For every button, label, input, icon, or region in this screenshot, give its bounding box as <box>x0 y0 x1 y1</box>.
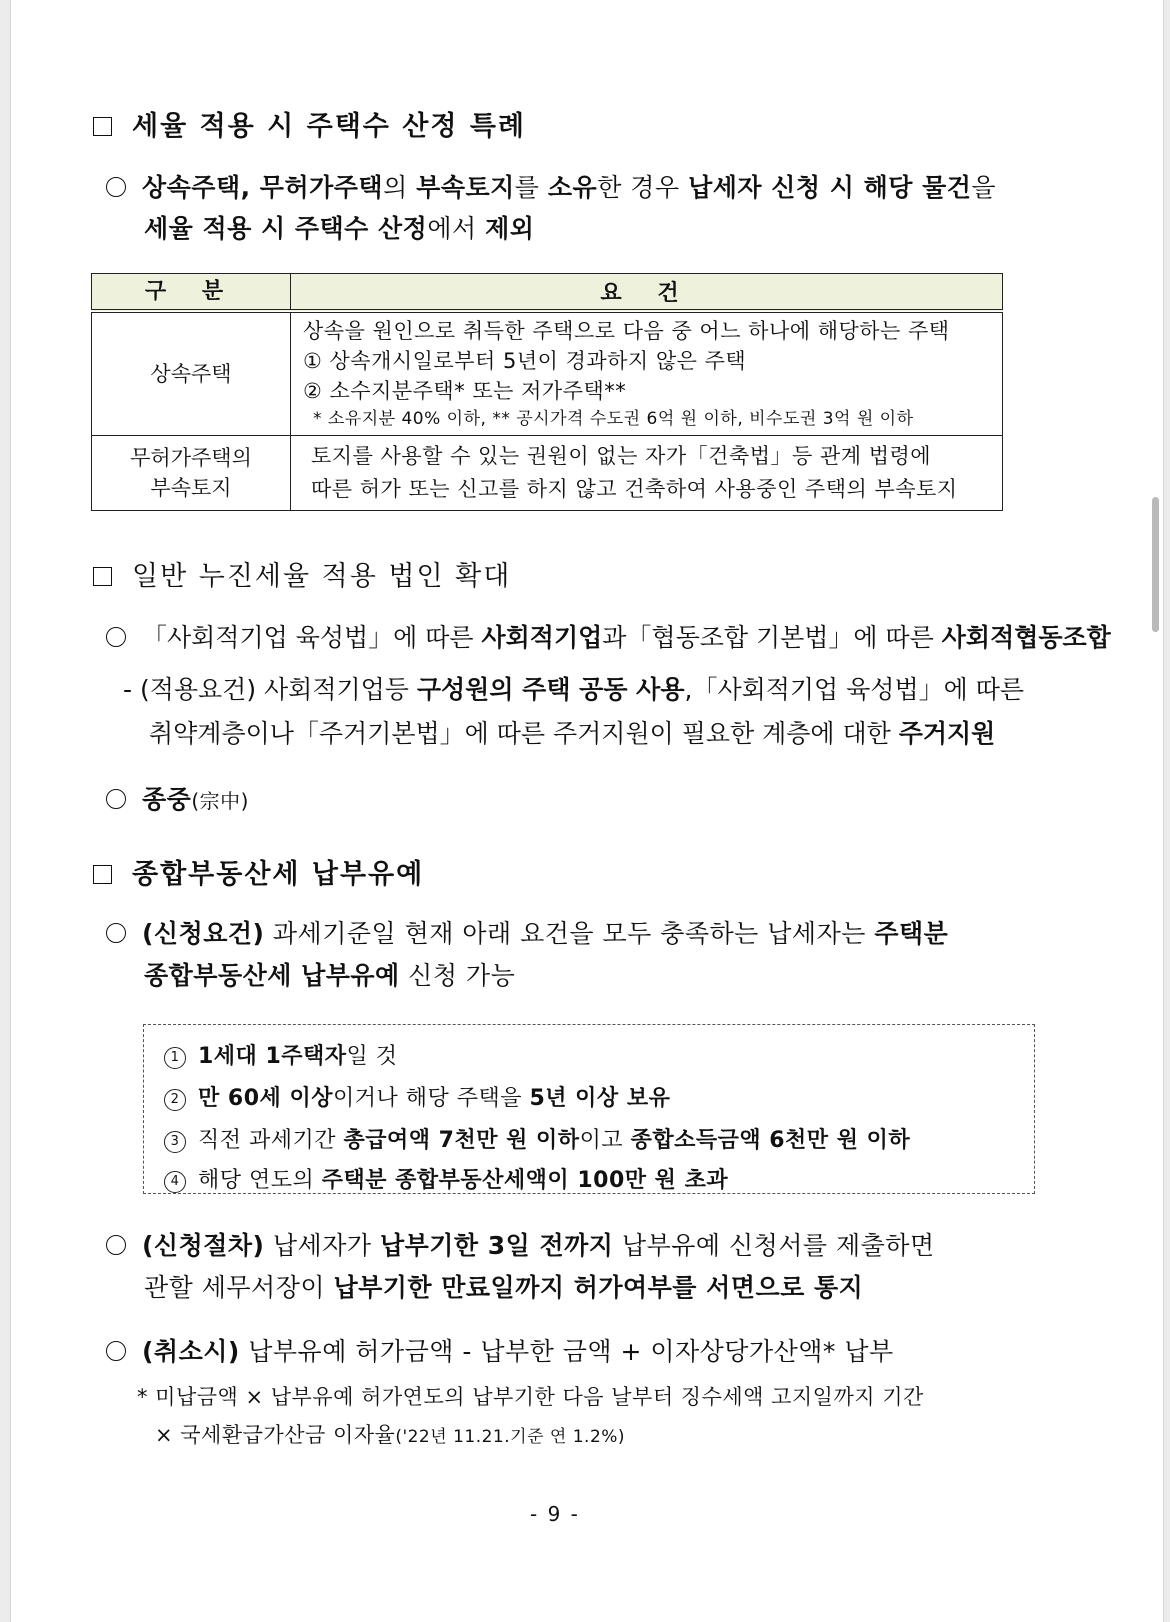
text-strong: 세율 적용 시 주택수 산정 <box>144 214 428 243</box>
paragraph-exclusion-line2 <box>144 207 534 251</box>
text: 해당 연도의 <box>198 1168 322 1193</box>
text-strong: 종합부동산세 납부유예 <box>144 961 400 990</box>
requirement-line: 따른 허가 또는 신고를 하지 않고 건축하여 사용중인 주택의 부속토지 <box>311 476 958 501</box>
text: 「사회적기업 육성법」에 따른 <box>142 623 482 652</box>
requirements-table <box>91 273 1003 511</box>
text: 직전 과세기간 <box>198 1128 344 1153</box>
section-title: 세율 적용 시 주택수 산정 특례 <box>132 111 526 142</box>
circle-bullet-icon <box>106 923 126 943</box>
footnote-interest-line2 <box>155 1416 625 1456</box>
text: 이거나 해당 주택을 <box>332 1086 530 1111</box>
text: ('22년 11.21.기준 연 1.2%) <box>395 1427 626 1447</box>
text-strong: 납세자 신청 시 해당 물건 <box>688 173 972 202</box>
text: 의 <box>383 173 417 202</box>
text-strong: 부속토지 <box>416 173 515 202</box>
footnote-interest: * 미납금액 × 납부유예 허가연도의 납부기한 다음 날부터 징수세액 고지일까지 기간 <box>137 1385 924 1409</box>
text: 납세자가 <box>264 1231 380 1260</box>
text-strong: 상속주택, 무허가주택 <box>142 173 384 202</box>
text: 관할 세무서장이 <box>144 1273 334 1302</box>
row-content <box>291 435 1003 510</box>
paragraph-application-requirements <box>106 912 948 956</box>
text-strong: 구성원의 주택 공동 사용 <box>416 675 685 704</box>
condition-item <box>164 1163 728 1194</box>
circle-bullet-icon <box>106 627 126 647</box>
paragraph-application-procedure <box>106 1224 935 1268</box>
text: ,「사회적기업 육성법」에 따른 <box>684 675 1024 704</box>
square-bullet-icon <box>93 567 112 586</box>
condition-item <box>164 1081 670 1112</box>
text: - (적용요건) 사회적기업등 <box>123 675 417 704</box>
label-line: 부속토지 <box>150 475 232 500</box>
text-strong: 소유 <box>547 173 598 202</box>
text-strong: 사회적기업 <box>481 623 603 652</box>
row-content <box>291 311 1003 435</box>
circled-number: 1 <box>164 1047 186 1069</box>
text: 을 <box>971 173 997 202</box>
condition-item <box>164 1039 398 1070</box>
paragraph-requirements-line2 <box>149 712 995 756</box>
requirement-line: 상속을 원인으로 취득한 주택으로 다음 중 어느 하나에 해당하는 주택 <box>303 318 950 343</box>
conditions-box <box>143 1024 1035 1194</box>
text-strong: (신청절차) <box>142 1231 265 1260</box>
text-strong: 1세대 1주택자 <box>198 1044 347 1069</box>
requirement-line: ① 상속개시일로부터 5년이 경과하지 않은 주택 <box>303 348 747 373</box>
condition-item <box>164 1123 910 1154</box>
circle-bullet-icon <box>106 1235 126 1255</box>
text: 일 것 <box>346 1044 398 1069</box>
text-strong: 종합소득금액 6천만 원 이하 <box>630 1128 911 1153</box>
text: 과「협동조합 기본법」에 따른 <box>602 623 942 652</box>
table-header-category: 구 분 <box>92 274 291 312</box>
circled-number: 3 <box>164 1131 186 1153</box>
page-number: - 9 - <box>530 1502 580 1526</box>
text: 취약계층이나「주거기본법」에 따른 주거지원이 필요한 계층에 대한 <box>149 719 899 748</box>
text: 신청 가능 <box>399 961 516 990</box>
text-strong: 납부기한 만료일까지 허가여부를 서면으로 통지 <box>333 1273 864 1302</box>
requirement-line: ② 소수지분주택* 또는 저가주택** <box>303 378 627 403</box>
section-heading-housing-count <box>93 104 526 143</box>
scrollbar-thumb[interactable] <box>1152 497 1159 632</box>
paragraph-social-enterprise <box>106 616 1111 660</box>
text-strong: (취소시) <box>142 1337 240 1366</box>
paragraph-cancellation <box>106 1330 894 1374</box>
table-header-requirement: 요 건 <box>291 274 1003 312</box>
text: 납부유예 신청서를 제출하면 <box>613 1231 935 1260</box>
text: × 국세환급가산금 이자율 <box>155 1423 396 1447</box>
text: 납부유예 허가금액 - 납부한 금액 + 이자상당가산액* 납부 <box>239 1337 894 1366</box>
square-bullet-icon <box>93 117 112 136</box>
section-heading-progressive-rate <box>93 554 511 593</box>
circle-bullet-icon <box>106 177 126 197</box>
paragraph-application-requirements-line2 <box>144 954 515 998</box>
text: 과세기준일 현재 아래 요건을 모두 충족하는 납세자는 <box>264 919 875 948</box>
section-heading-payment-deferral <box>93 852 424 891</box>
text-strong: 총급여액 7천만 원 이하 <box>343 1128 580 1153</box>
requirement-line: 토지를 사용할 수 있는 권원이 없는 자가「건축법」등 관계 법령에 <box>311 443 932 468</box>
paragraph-requirements <box>123 668 1024 712</box>
text: 이고 <box>579 1128 631 1153</box>
row-label-unlicensed-house <box>92 435 291 510</box>
paragraph-application-procedure-line2 <box>144 1266 863 1310</box>
text-strong: 5년 이상 보유 <box>529 1086 671 1111</box>
text-strong: 주거지원 <box>898 719 996 748</box>
circled-number: 2 <box>164 1089 186 1111</box>
circled-number: 4 <box>164 1171 186 1193</box>
label-line: 무허가주택의 <box>130 445 252 470</box>
table-row <box>92 311 1003 435</box>
text-strong: 주택분 종합부동산세액이 100만 원 초과 <box>321 1168 729 1193</box>
document-page <box>10 0 1164 1622</box>
text-strong: 만 60세 이상 <box>198 1086 333 1111</box>
text-strong: 제외 <box>485 214 535 243</box>
text-strong: 주택분 <box>874 919 949 948</box>
text-strong: (신청요건) <box>142 919 265 948</box>
text: 한 경우 <box>597 173 689 202</box>
table-header-row <box>92 274 1003 312</box>
circle-bullet-icon <box>106 1341 126 1361</box>
text-strong: 종중 <box>142 785 192 814</box>
row-label-inherited-house: 상속주택 <box>92 311 291 435</box>
text-strong: 사회적협동조합 <box>941 623 1111 652</box>
circle-bullet-icon <box>106 789 126 809</box>
footnote: * 소유지분 40% 이하, ** 공시가격 수도권 6억 원 이하, 비수도권 3억 원 이하 <box>313 408 914 429</box>
paragraph-exclusion <box>106 166 996 210</box>
table-row <box>92 435 1003 510</box>
paragraph-clan <box>106 778 249 823</box>
section-title: 종합부동산세 납부유예 <box>132 859 425 890</box>
text-strong: 납부기한 3일 전까지 <box>379 1231 614 1260</box>
text: (宗中) <box>191 789 249 813</box>
text: 에서 <box>427 214 486 243</box>
square-bullet-icon <box>93 865 112 884</box>
section-title: 일반 누진세율 적용 법인 확대 <box>132 561 512 592</box>
text: 를 <box>514 173 548 202</box>
